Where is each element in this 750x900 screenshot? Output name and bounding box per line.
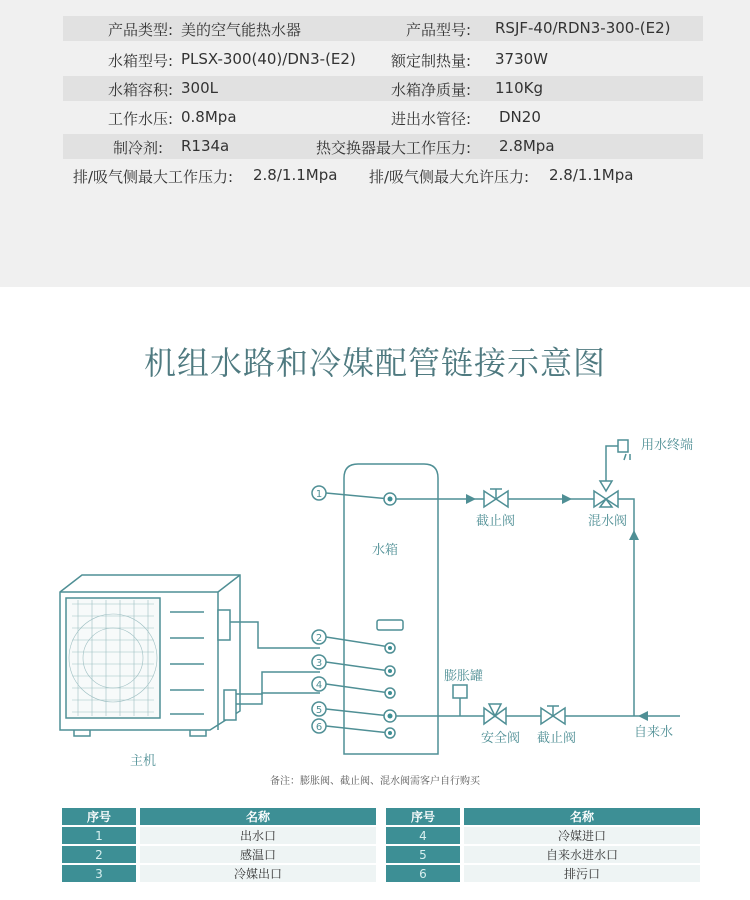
label-stop-valve-top: 截止阀 xyxy=(476,514,516,529)
spec-label: 产品型号: xyxy=(405,21,471,39)
spec-label: 热交换器最大工作压力: xyxy=(315,139,471,157)
spec-row xyxy=(63,134,703,159)
spec-value: 美的空气能热水器 xyxy=(181,21,302,39)
spec-value: 0.8Mpa xyxy=(181,108,237,126)
spec-label: 排/吸气侧最大允许压力: xyxy=(369,168,530,186)
label-expansion-tank: 膨胀罐 xyxy=(444,669,484,684)
spec-label: 进出水管径: xyxy=(390,110,471,128)
label-end-user: 用水终端 xyxy=(641,438,694,453)
spec-label: 水箱容积: xyxy=(107,81,173,99)
flow-arrow-icon xyxy=(466,494,476,504)
spec-value: 2.8/1.1Mpa xyxy=(549,166,634,184)
label-host: 主机 xyxy=(130,754,157,769)
legend-name: 出水口 xyxy=(140,827,376,844)
spec-panel xyxy=(0,0,750,287)
spec-label: 水箱净质量: xyxy=(390,81,471,99)
legend-no: 1 xyxy=(62,827,136,844)
piping-diagram xyxy=(0,420,750,772)
spec-label: 水箱型号: xyxy=(107,52,173,70)
legend-name: 排污口 xyxy=(464,865,700,882)
port-number: 1 xyxy=(315,489,323,500)
flow-arrow-icon xyxy=(629,530,639,540)
spec-row xyxy=(63,16,703,41)
port-number: 6 xyxy=(315,722,323,733)
port-number: 2 xyxy=(315,633,323,644)
spec-row xyxy=(63,105,703,130)
spec-value: 3730W xyxy=(495,50,549,68)
label-safety-valve: 安全阀 xyxy=(481,731,521,746)
legend-table-left xyxy=(62,806,376,884)
legend-name: 冷媒出口 xyxy=(140,865,376,882)
legend-name: 自来水进水口 xyxy=(464,846,700,863)
table-row xyxy=(386,846,700,863)
spec-value: R134a xyxy=(181,137,230,155)
refrigerant-out-line xyxy=(236,672,323,694)
legend-header-no: 序号 xyxy=(62,808,136,825)
spec-label: 制冷剂: xyxy=(112,139,163,157)
table-row xyxy=(62,827,376,844)
table-row xyxy=(386,827,700,844)
spec-value: PLSX-300(40)/DN3-(E2) xyxy=(181,50,356,68)
table-row xyxy=(386,865,700,882)
legend-no: 4 xyxy=(386,827,460,844)
sensor-line xyxy=(230,622,323,648)
legend-table-right xyxy=(386,806,700,884)
spec-value: 2.8/1.1Mpa xyxy=(253,166,338,184)
spec-value: RSJF-40/RDN3-300-(E2) xyxy=(495,19,671,37)
legend-no: 5 xyxy=(386,846,460,863)
legend-no: 2 xyxy=(62,846,136,863)
legend-name: 感温口 xyxy=(140,846,376,863)
legend-name: 冷媒进口 xyxy=(464,827,700,844)
flow-arrow-icon xyxy=(638,711,648,721)
diagram-title: 机组水路和冷媒配管链接示意图 xyxy=(143,344,606,382)
spec-row xyxy=(63,163,703,188)
spec-row xyxy=(63,47,703,72)
spec-value: 110Kg xyxy=(495,79,543,97)
expansion-tank-icon xyxy=(453,685,467,698)
spec-label: 产品类型: xyxy=(107,21,173,39)
label-tank: 水箱 xyxy=(372,543,399,558)
shower-head-icon xyxy=(618,440,628,452)
table-row xyxy=(62,846,376,863)
legend-no: 3 xyxy=(62,865,136,882)
label-stop-valve-bottom: 截止阀 xyxy=(537,731,577,746)
port-number: 5 xyxy=(315,705,323,716)
legend-header-no: 序号 xyxy=(386,808,460,825)
label-tap-water: 自来水 xyxy=(634,725,674,740)
heat-pump-unit xyxy=(60,575,240,736)
port-number: 4 xyxy=(315,680,323,691)
table-row xyxy=(62,865,376,882)
note: 备注：膨胀阀、截止阀、混水阀需客户自行购买 xyxy=(270,776,480,787)
spec-label: 额定制热量: xyxy=(390,52,471,70)
legend-header-name: 名称 xyxy=(464,808,700,825)
spec-value: 2.8Mpa xyxy=(499,137,555,155)
legend-header-name: 名称 xyxy=(140,808,376,825)
spec-label: 排/吸气侧最大工作压力: xyxy=(73,168,234,186)
spec-label: 工作水压: xyxy=(107,110,173,128)
spec-value: 300L xyxy=(181,79,218,97)
spec-row xyxy=(63,76,703,101)
label-mixing-valve: 混水阀 xyxy=(588,514,628,529)
spec-value: DN20 xyxy=(499,108,541,126)
mixing-valve-top xyxy=(600,481,612,491)
flow-arrow-icon xyxy=(562,494,572,504)
legend-no: 6 xyxy=(386,865,460,882)
port-number: 3 xyxy=(315,658,323,669)
